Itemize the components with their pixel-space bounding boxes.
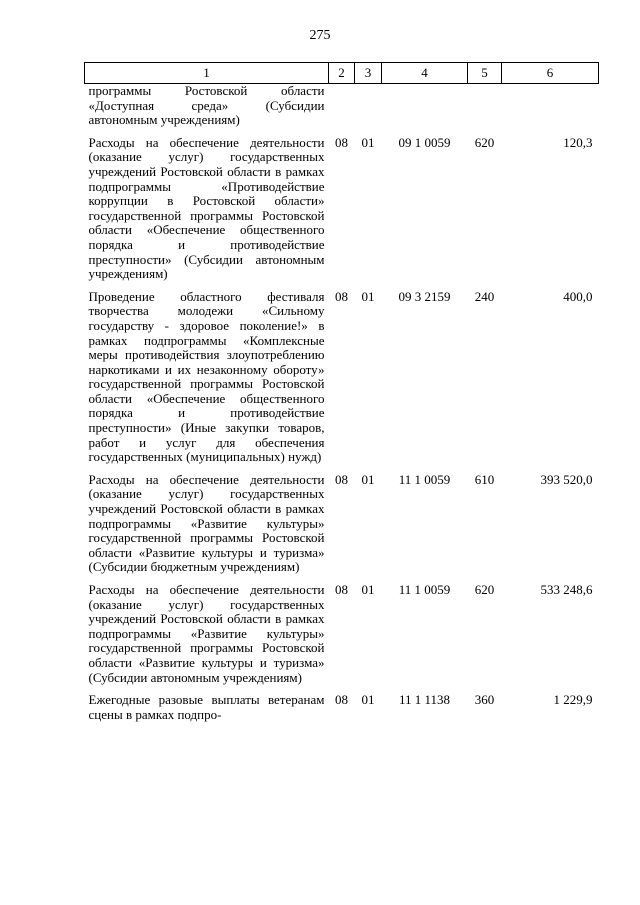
column-header: 6 — [502, 63, 599, 84]
budget-table — [84, 62, 599, 722]
row-amount: 120,3 — [563, 134, 593, 150]
row-expense-type: 360 — [474, 692, 495, 708]
column-header: 5 — [468, 63, 502, 84]
row-subsection: 01 — [361, 582, 375, 597]
row-expense-type — [468, 84, 502, 128]
row-expense-type: 620 — [474, 582, 495, 597]
row-target-code: 09 3 2159 — [398, 288, 451, 304]
row-subsection — [355, 84, 382, 128]
row-description: Расходы на обеспечение деятельности (оказание услуг) государственных учреждений Ростовской области в рамках подпрограммы «Развитие культуры» государственной программы Ростовской области «Развитие культуры и туризма» (Субсидии бюджетным учреждениям) — [88, 471, 325, 575]
column-header: 4 — [382, 63, 468, 84]
row-amount: 400,0 — [563, 288, 593, 304]
table-row — [85, 84, 599, 128]
row-target-code: 09 1 0059 — [398, 134, 451, 150]
table-row — [85, 282, 599, 465]
column-header: 2 — [329, 63, 355, 84]
row-description: Расходы на обеспечение деятельности (оказание услуг) государственных учреждений Ростовской области в рамках подпрограммы «Противодействие коррупции в Ростовской области» государственной программы Ростовской области «Обеспечение общественного порядка и противодействие преступности» (Субсидии автономным учреждениям) — [88, 134, 325, 282]
row-expense-type: 240 — [474, 288, 495, 304]
row-section: 08 — [335, 692, 348, 708]
row-description: программы Ростовской области «Доступная среда» (Субсидии автономным учреждениям) — [88, 83, 325, 128]
table-row — [85, 575, 599, 685]
row-section: 08 — [335, 582, 348, 597]
row-amount: 1 229,9 — [553, 692, 593, 708]
table-header-row — [85, 63, 599, 84]
row-section: 08 — [335, 288, 348, 304]
row-description: Ежегодные разовые выплаты ветеранам сцены в рамках подпро- — [88, 692, 325, 722]
table-row — [85, 465, 599, 575]
column-header: 1 — [85, 63, 329, 84]
row-expense-type: 610 — [474, 471, 495, 487]
row-expense-type: 620 — [474, 134, 495, 150]
row-target-code — [382, 84, 468, 128]
page-number: 275 — [309, 28, 331, 43]
row-description: Проведение областного фестиваля творчества молодежи «Сильному государству - здоровое поколение!» в рамках подпрограммы «Комплексные меры противодействия злоупотреблению наркотиками и их незаконному обороту» государственной программы Ростовской области «Обеспечение общественного порядка и противодействие преступности» (Иные закупки товаров, работ и услуг для обеспечения государственных (муниципальных) нужд) — [88, 288, 325, 465]
row-target-code: 11 1 0059 — [398, 582, 451, 597]
row-amount: 533 248,6 — [540, 582, 593, 597]
table-row — [85, 128, 599, 282]
row-section — [329, 84, 355, 128]
row-subsection: 01 — [361, 134, 375, 150]
row-target-code: 11 1 1138 — [398, 692, 451, 708]
column-header: 3 — [355, 63, 382, 84]
row-section: 08 — [335, 134, 348, 150]
row-section: 08 — [335, 471, 348, 487]
row-amount: 393 520,0 — [540, 471, 593, 487]
row-subsection: 01 — [361, 288, 375, 304]
row-subsection: 01 — [361, 692, 375, 708]
row-description: Расходы на обеспечение деятельности (оказание услуг) государственных учреждений Ростовской области в рамках подпрограммы «Развитие культуры» государственной программы Ростовской области «Развитие культуры и туризма» (Субсидии автономным учреждениям) — [88, 582, 325, 685]
row-amount — [502, 84, 599, 128]
table-row — [85, 685, 599, 722]
row-subsection: 01 — [361, 471, 375, 487]
row-target-code: 11 1 0059 — [398, 471, 451, 487]
